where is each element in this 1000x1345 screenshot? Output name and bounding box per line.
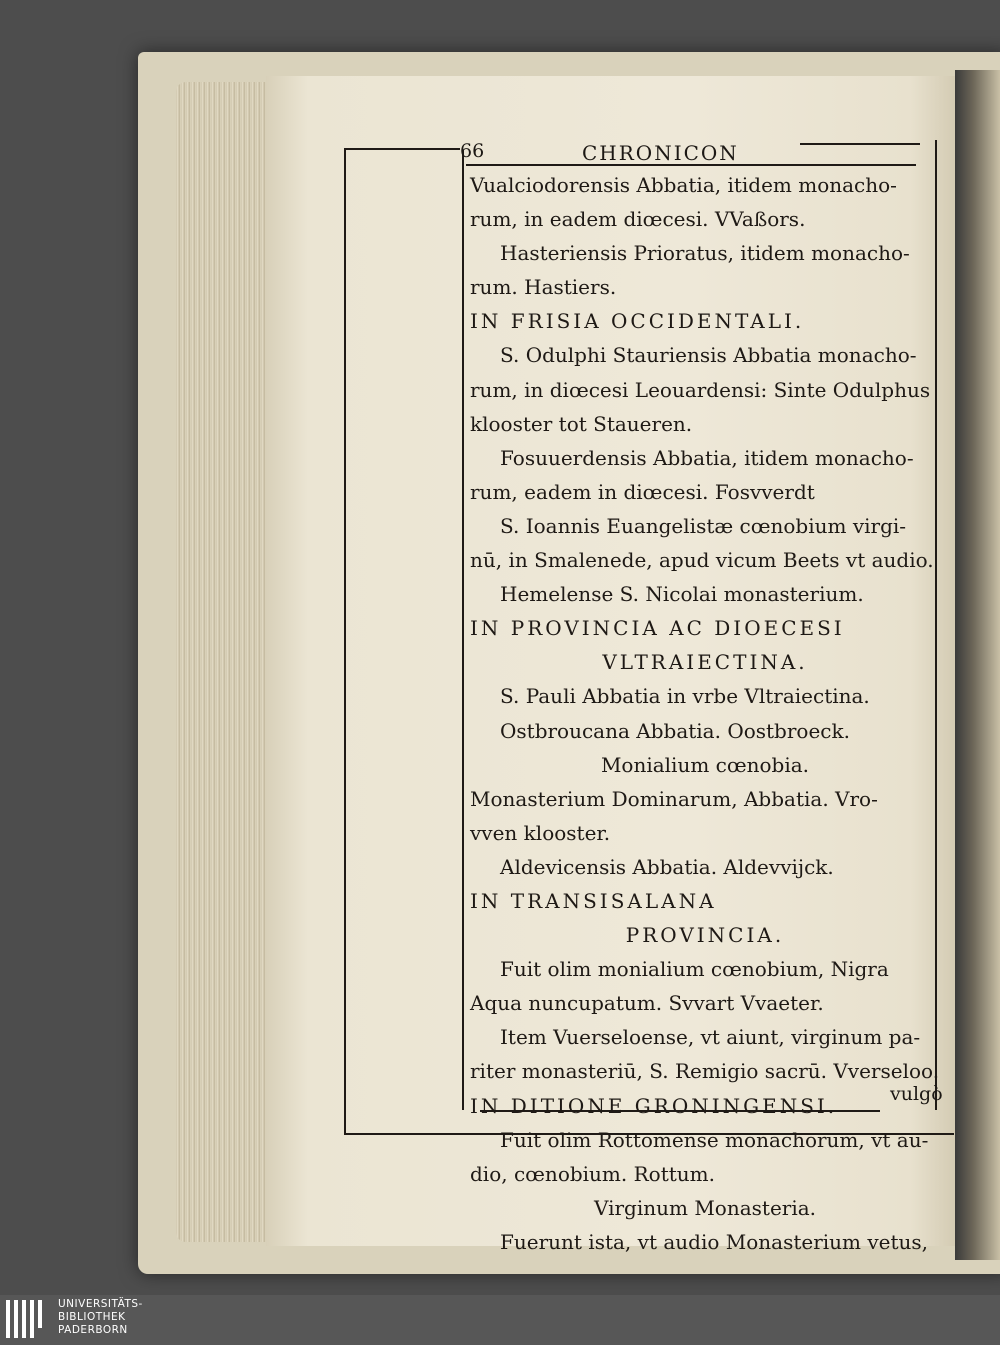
- section-heading: VLTRAIECTINA.: [602, 650, 808, 675]
- library-name-line2: BIBLIOTHEK: [58, 1311, 126, 1323]
- section-heading: IN TRANSISALANA: [470, 888, 717, 913]
- text-line: dio, cœnobium. Rottum.: [470, 1161, 715, 1186]
- frame-left-rule: [344, 148, 346, 1133]
- text-line: Hemelense S. Nicolai monasterium.: [500, 582, 864, 607]
- library-name: [58, 1298, 143, 1337]
- page-edges: [176, 82, 276, 1242]
- folio-number: 66: [460, 140, 485, 162]
- text-line: rum, in diœcesi Leouardensi: Sinte Odulphus: [470, 377, 931, 402]
- book-gutter: [955, 70, 1000, 1260]
- frame-top-left-rule: [344, 148, 460, 150]
- library-logo-icon: [6, 1298, 46, 1340]
- text-line: S. Pauli Abbatia in vrbe Vltraiectina.: [500, 684, 870, 709]
- text-line: Aqua nuncupatum. Svvart Vvaeter.: [470, 991, 824, 1016]
- section-heading: IN DITIONE GRONINGENSI.: [470, 1093, 838, 1118]
- text-block: [470, 168, 940, 1259]
- text-line: Ostbroucana Abbatia. Oostbroeck.: [500, 718, 850, 743]
- library-name-line3: PADERBORN: [58, 1324, 128, 1336]
- text-line: Fosuuerdensis Abbatia, itidem monacho-: [500, 445, 914, 470]
- text-line: klooster tot Staueren.: [470, 411, 693, 436]
- footer-bar: [0, 1295, 1000, 1345]
- text-line: rum. Hastiers.: [470, 275, 617, 300]
- catchword: vulgò: [890, 1083, 943, 1105]
- text-line: Fuit olim monialium cœnobium, Nigra: [500, 957, 889, 982]
- column-left-rule: [462, 150, 464, 1110]
- text-line: nū, in Smalenede, apud vicum Beets vt audio.: [470, 548, 934, 573]
- text-line: Aldevicensis Abbatia. Aldevvijck.: [500, 854, 834, 879]
- text-line: Virginum Monasteria.: [593, 1195, 817, 1220]
- text-line: S. Odulphi Stauriensis Abbatia monacho-: [500, 343, 917, 368]
- text-line: Fuerunt ista, vt audio Monasterium vetus,: [500, 1229, 929, 1254]
- library-name-line1: UNIVERSITÄTS-: [58, 1298, 143, 1310]
- frame-top-right-rule: [800, 143, 920, 145]
- section-heading: PROVINCIA.: [625, 923, 785, 948]
- text-line: Vualciodorensis Abbatia, itidem monacho-: [470, 173, 897, 197]
- section-heading: IN PROVINCIA AC DIOECESI: [470, 616, 845, 641]
- running-head: CHRONICON: [582, 141, 739, 165]
- text-line: Monasterium Dominarum, Abbatia. Vro-: [470, 786, 878, 811]
- text-line: Fuit olim Rottomense monachorum, vt au-: [500, 1127, 929, 1152]
- text-line: Item Vuerseloense, vt aiunt, virginum pa-: [500, 1025, 921, 1050]
- section-heading: IN FRISIA OCCIDENTALI.: [470, 309, 805, 334]
- text-line: Hasteriensis Prioratus, itidem monacho-: [500, 241, 910, 266]
- text-line: Monialium cœnobia.: [600, 752, 810, 777]
- text-line: riter monasteriū, S. Remigio sacrū. Vverseloo.: [470, 1059, 940, 1084]
- text-line: S. Ioannis Euangelistæ cœnobium virgi-: [500, 513, 907, 538]
- text-line: rum, eadem in diœcesi. Fosvverdt: [470, 479, 815, 504]
- text-line: rum, in eadem diœcesi. VVaßors.: [470, 207, 806, 232]
- text-line: vven klooster.: [470, 820, 611, 845]
